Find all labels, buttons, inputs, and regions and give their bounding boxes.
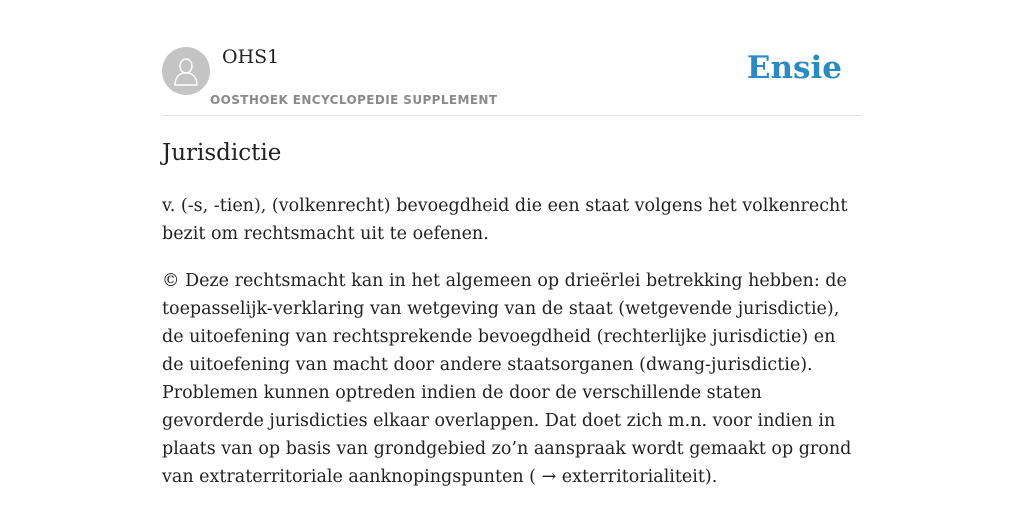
source-name[interactable]: OOSTHOEK ENCYCLOPEDIE SUPPLEMENT (210, 93, 498, 107)
author-name[interactable]: OHS1 (222, 46, 280, 68)
article-paragraph: v. (-s, -tien), (volkenrecht) bevoegdheid die een staat volgens het volkenrecht bezit om rechtsmacht uit te oefenen. (162, 196, 848, 244)
user-silhouette-icon (172, 56, 200, 86)
article-body (162, 192, 862, 510)
article-title: Jurisdictie (162, 140, 282, 166)
article-paragraph: © Deze rechtsmacht kan in het algemeen op drieërlei betrekking hebben: de toepasselijk-verklaring van wetgeving van de staat (wetgevende jurisdictie), de uitoefening van rechtsprekende bevoegdheid (rechterlijke jurisdictie) en de uitoefening van macht door andere staatsorganen (dwang-jurisdictie). Problemen kunnen optreden indien de door de verschillende staten gevorderde jurisdicties elkaar overlappen. Dat doet zich m.n. voor indien in plaats van op basis van grondgebied zo’n aanspraak wordt gemaakt op grond van extraterritoriale aanknopingspunten ( → exterritorialiteit). (162, 271, 852, 487)
author-avatar[interactable] (162, 47, 210, 95)
header (162, 0, 862, 116)
page-container (162, 0, 862, 487)
brand-logo[interactable]: Ensie (746, 50, 842, 86)
